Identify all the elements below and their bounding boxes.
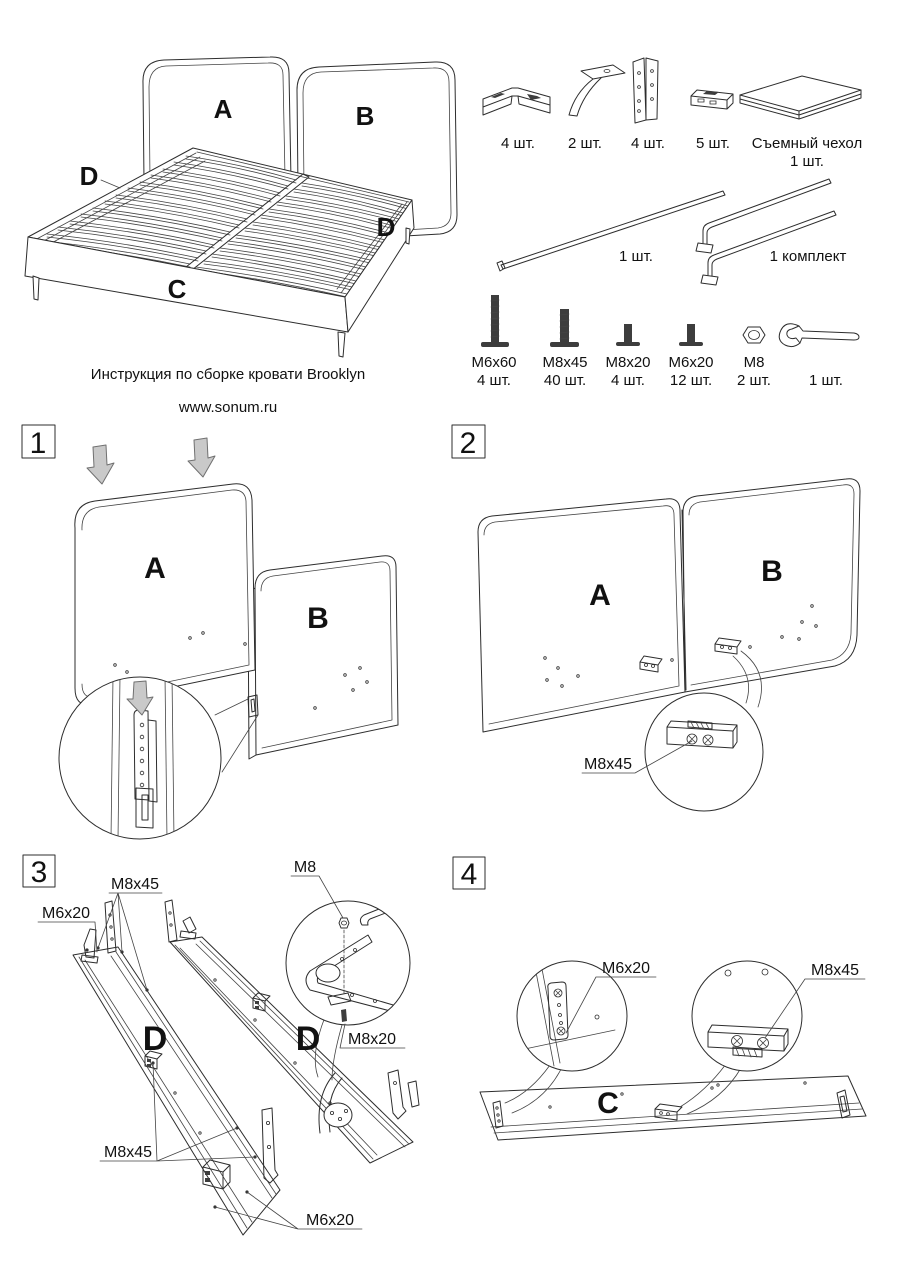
corner-plate-icon (633, 58, 658, 123)
step3-number: 3 (30, 856, 48, 889)
side-rail-left (73, 901, 280, 1235)
nut-m8-label: M8 (743, 354, 765, 371)
parts-list-panel (455, 35, 900, 400)
step3-callout-m8x45-bottom: M8x45 (103, 1144, 153, 1161)
bolt-m6x60-icon (481, 295, 509, 347)
wrench-qty: 1 шт. (809, 372, 843, 389)
bolt-m8x20-qty: 4 шт. (611, 372, 645, 389)
bolt-m6x20-label: M6x20 (668, 354, 714, 371)
step4-label-c: C (597, 1087, 619, 1120)
step3-callout-m8x45-top: M8x45 (110, 876, 160, 893)
nut-m8-qty: 2 шт. (737, 372, 771, 389)
bolt-m6x20-icon (679, 324, 703, 346)
bolt-m6x20-qty: 12 шт. (669, 372, 713, 389)
magnifier-circle (286, 901, 410, 1025)
step1-label-a: A (144, 552, 166, 585)
step-number-box (23, 855, 55, 889)
legs-set-qty: 1 комплект (769, 248, 847, 265)
leg-qty: 2 шт. (568, 135, 602, 152)
step3-callout-m8x20: M8x20 (347, 1031, 397, 1048)
magnifier-circle-left (517, 961, 627, 1071)
flat-bracket-qty: 5 шт. (696, 135, 730, 152)
step4-callout-m8x45: M8x45 (810, 962, 860, 979)
cover-qty: 1 шт. (790, 153, 824, 170)
bolt-m8x45-label: M8x45 (542, 354, 588, 371)
corner-plate-qty: 4 шт. (631, 135, 665, 152)
step3-callout-m6x20-top: M6x20 (41, 905, 91, 922)
step2-drawing (450, 420, 900, 830)
website-url: www.sonum.ru (178, 399, 278, 416)
step1-drawing (15, 420, 445, 850)
legs-set-icon (696, 179, 836, 285)
step3-drawing (10, 845, 450, 1280)
panel-a (75, 484, 255, 705)
overview-label-d-left: D (79, 161, 99, 191)
corner-bracket-qty: 4 шт. (501, 135, 535, 152)
connector-bracket-b (715, 638, 741, 654)
bolt-m6x60-label: M6x60 (471, 354, 517, 371)
step-number-box (453, 857, 485, 891)
bolt-m8x45-icon (550, 309, 579, 347)
cover-label: Съемный чехол (751, 135, 863, 152)
push-arrow-icon (87, 445, 114, 484)
nut-m8-icon (743, 327, 765, 343)
step4-callout-m6x20: M6x20 (601, 960, 651, 977)
cover-icon (740, 76, 861, 119)
bolt-m6x60-qty: 4 шт. (477, 372, 511, 389)
overview-label-b: B (355, 101, 375, 131)
step-number-box (452, 425, 485, 460)
footboard-panel-c (480, 1076, 866, 1140)
corner-bracket-icon (483, 88, 550, 115)
step4-number: 4 (460, 858, 478, 891)
instruction-title: Инструкция по сборке кровати Brooklyn (90, 366, 366, 383)
panel-a (478, 499, 685, 732)
step2-label-a: A (589, 579, 611, 612)
push-arrow-icon (188, 438, 215, 477)
step3-callout-m8: M8 (293, 859, 317, 876)
step3-label-d-right: D (295, 1020, 321, 1058)
center-rail-qty: 1 шт. (619, 248, 653, 265)
flat-bracket-icon (691, 90, 733, 109)
step2-callout-m8x45: M8x45 (583, 756, 633, 773)
step2-label-b: B (761, 555, 783, 588)
step3-label-d-left: D (142, 1020, 168, 1058)
step1-number: 1 (29, 427, 47, 460)
bed-overview-drawing (0, 30, 470, 370)
magnifier-circle (59, 676, 221, 840)
step3-callout-m6x20-bottom: M6x20 (305, 1212, 355, 1229)
magnifier-circle (645, 693, 763, 811)
wrench-icon (779, 324, 859, 347)
step4-drawing (450, 845, 900, 1280)
leg-icon (569, 65, 625, 116)
step1-label-b: B (307, 602, 329, 635)
overview-label-c: C (167, 274, 187, 304)
magnifier-circle-right (692, 961, 802, 1071)
bolt-m8x20-icon (616, 324, 640, 346)
bolt-m8x45-qty: 40 шт. (543, 372, 587, 389)
center-rail-icon (497, 191, 725, 271)
overview-label-d-right: D (376, 212, 396, 242)
step2-number: 2 (459, 427, 477, 460)
label-d-leader (101, 180, 120, 188)
bolt-m8x20-label: M8x20 (605, 354, 651, 371)
callout-leader (38, 922, 97, 952)
panel-b (248, 556, 398, 759)
overview-label-a: A (213, 94, 233, 124)
step-number-box (22, 425, 55, 460)
